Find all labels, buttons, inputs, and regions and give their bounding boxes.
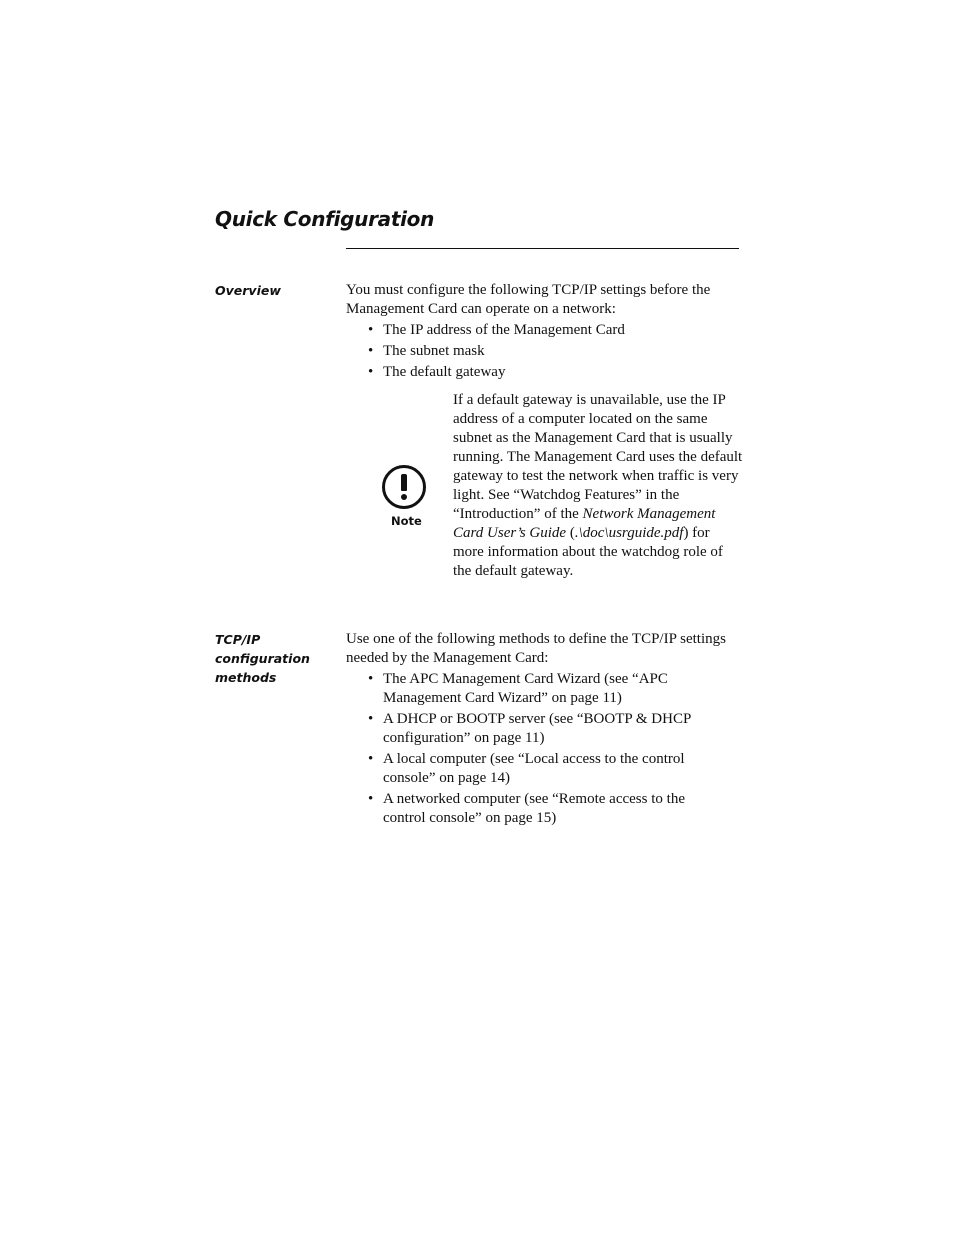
methods-list (346, 670, 713, 828)
methods-intro: Use one of the following methods to define the TCP/IP settings needed by the Management Card: (346, 631, 726, 666)
note-icon (381, 465, 433, 535)
list-item: • The IP address of the Management Card (368, 322, 625, 338)
list-item: • The APC Management Card Wizard (see “APC Management Card Wizard” on page 11) (368, 671, 668, 706)
guide-title: Network Management Card User’s Guide (453, 506, 716, 541)
overview-intro: You must configure the following TCP/IP settings before the Management Card can operate on a network: (346, 282, 711, 317)
bullet: • (368, 671, 374, 687)
bullet: • (368, 343, 374, 359)
bullet: • (368, 711, 374, 727)
overview-heading: Overview (215, 283, 281, 298)
methods-heading: TCP/IP configuration methods (215, 632, 310, 685)
guide-path: .\doc\usrguide.pdf (574, 525, 684, 541)
bullet: • (368, 791, 374, 807)
list-item: • The subnet mask (368, 343, 485, 359)
bullet: • (368, 751, 374, 767)
overview-body (346, 281, 746, 384)
note-text: If a default gateway is unavailable, use the IP address of a computer located on the same subnet as the Management Card that is usually running. The Management Card uses the default gateway to test the network when traffic is very light. See “Watchdog Features” in the “Introduction” of the Network Management Card User’s Guide (.\doc\usrguide.pdf) for more information about the watchdog role of the default gateway. (453, 392, 743, 579)
methods-body (346, 630, 746, 830)
list-item: • A local computer (see “Local access to the control console” on page 14) (368, 751, 685, 786)
bullet: • (368, 364, 374, 380)
list-item: • The default gateway (368, 364, 506, 380)
page-title: Quick Configuration (215, 207, 435, 231)
overview-list (346, 321, 746, 382)
section-rule (346, 248, 739, 249)
note-label: Note (391, 514, 422, 528)
list-item: • A networked computer (see “Remote access to the control console” on page 15) (368, 791, 685, 826)
list-item: • A DHCP or BOOTP server (see “BOOTP & DHCP configuration” on page 11) (368, 711, 691, 746)
bullet: • (368, 322, 374, 338)
